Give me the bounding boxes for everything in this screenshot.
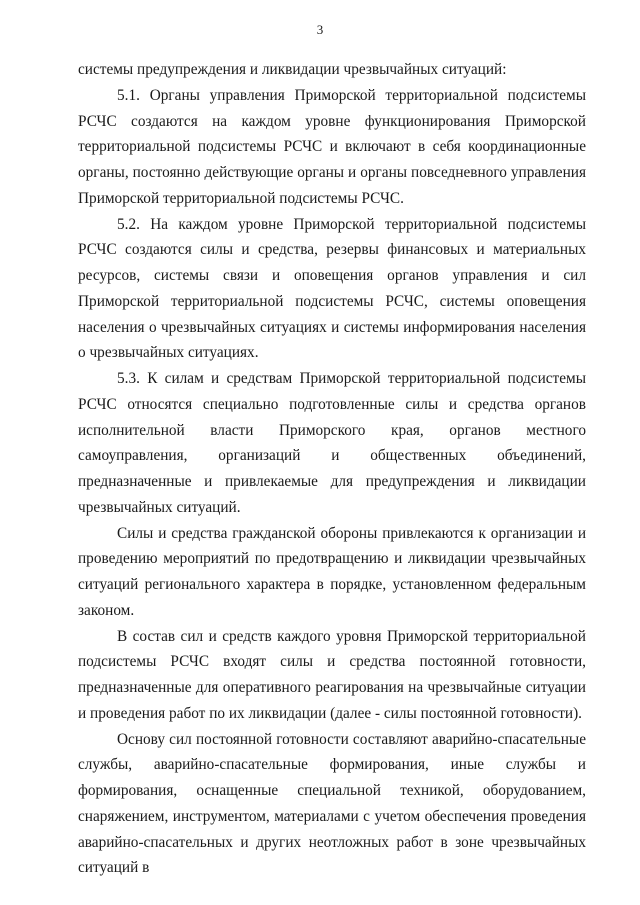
page-number: 3 [316, 22, 324, 37]
paragraph-readiness-forces: В состав сил и средств каждого уровня Приморской территориальной подсистемы РСЧС входят силы и средства постоянной готовности, предназначенные для оперативного реагирования на чрезвычайные ситуации и проведения работ по их ликвидации (далее - силы постоянной готовности). [78, 627, 586, 722]
paragraph-5-2: 5.2. На каждом уровне Приморской территориальной подсистемы РСЧС создаются силы и средства, резервы финансовых и материальных ресурсов, системы связи и оповещения органов управления и сил Приморской территориальной подсистемы РСЧС, системы оповещения населения о чрезвычайных ситуациях и системы информирования населения о чрезвычайных ситуациях. [78, 215, 586, 362]
document-body [78, 57, 586, 881]
paragraph-continuation: системы предупреждения и ликвидации чрезвычайных ситуаций: [78, 61, 507, 78]
paragraph-5-1: 5.1. Органы управления Приморской территориальной подсистемы РСЧС создаются на каждом уровне функционирования Приморской территориальной подсистемы РСЧС и включают в себя координационные органы, постоянно действующие органы и органы повседневного управления Приморской территориальной подсистемы РСЧС. [78, 86, 586, 207]
paragraph-civil-defense: Силы и средства гражданской обороны привлекаются к организации и проведению мероприятий по предотвращению и ликвидации чрезвычайных ситуаций регионального характера в порядке, установленном федеральным законом. [78, 524, 586, 619]
paragraph-5-3: 5.3. К силам и средствам Приморской территориальной подсистемы РСЧС относятся специально подготовленные силы и средства органов исполнительной власти Приморского края, органов местного самоуправления, организаций и общественных объединений, предназначенные и привлекаемые для предупреждения и ликвидации чрезвычайных ситуаций. [78, 370, 586, 516]
paragraph-forces-basis: Основу сил постоянной готовности составляют аварийно-спасательные службы, аварийно-спасательные формирования, иные службы и формирования, оснащенные специальной техникой, оборудованием, снаряжением, инструментом, материалами с учетом обеспечения проведения аварийно-спасательных и других неотложных работ в зоне чрезвычайных ситуаций в [78, 730, 586, 877]
